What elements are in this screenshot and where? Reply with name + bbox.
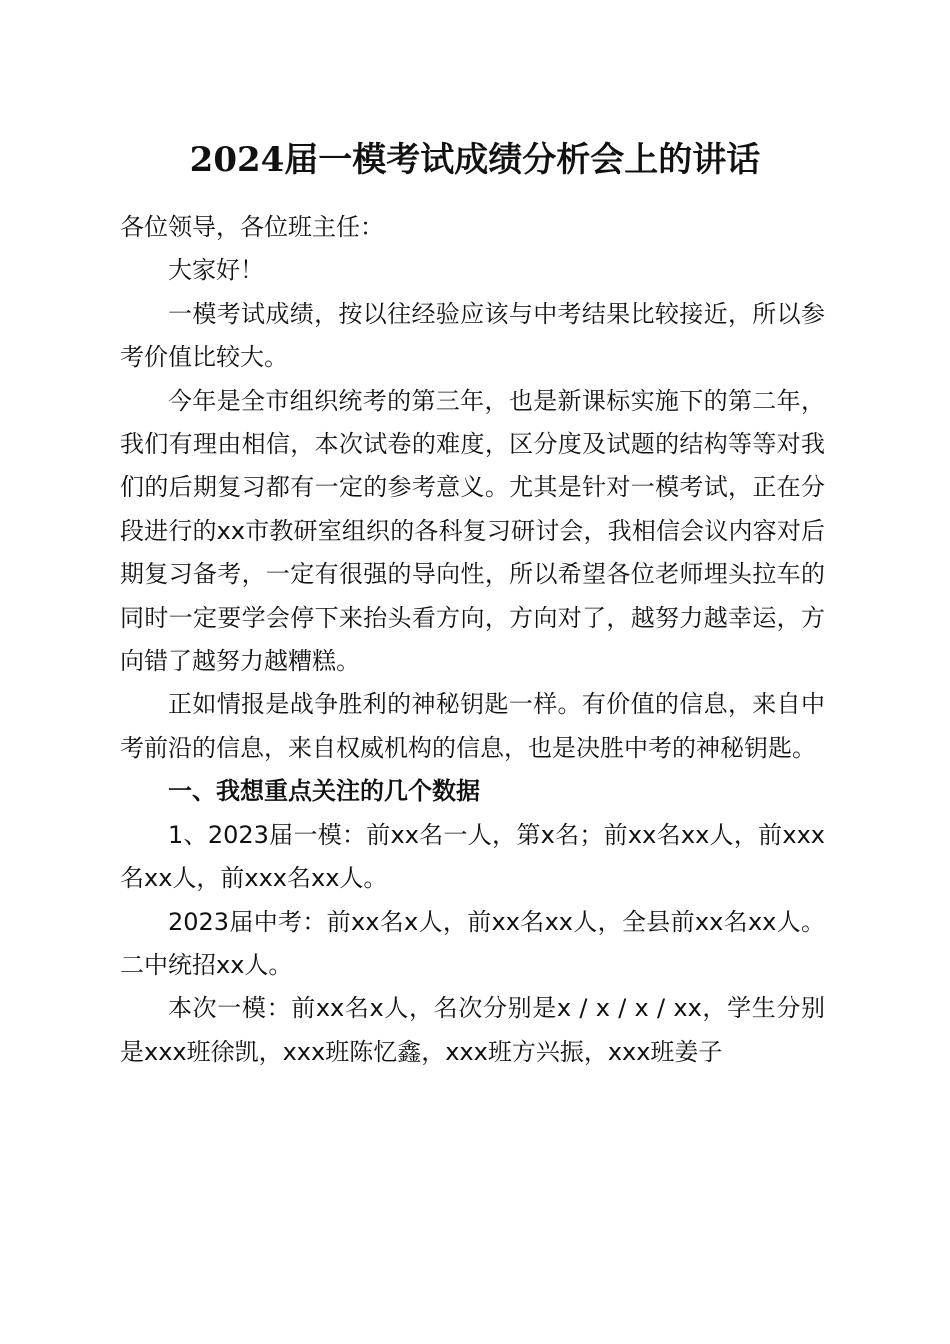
paragraph: 今年是全市组织统考的第三年，也是新课标实施下的第二年，我们有理由相信，本次试卷的难度，区分度及试题的结构等等对我们的后期复习都有一定的参考意义。尤其是针对一模考试，正在分段进行的xx市教研室组织的各科复习研讨会，我相信会议内容对后期复习备考，一定有很强的导向性，所以希望各位老师埋头拉车的同时一定要学会停下来抬头看方向，方向对了，越努力越幸运，方向错了越努力越糟糕。: [120, 386, 825, 676]
greeting: 大家好！: [168, 256, 264, 285]
paragraph: 一模考试成绩，按以往经验应该与中考结果比较接近，所以参考价值比较大。: [120, 299, 825, 372]
data-paragraph: 本次一模：前xx名x人，名次分别是x / x / x / xx，学生分别是xxx班徐凯，xxx班陈忆鑫，xxx班方兴振，xxx班姜子: [120, 994, 825, 1066]
document-title: 2024届一模考试成绩分析会上的讲话: [189, 140, 761, 180]
data-paragraph: 1、2023届一模：前xx名一人，第x名；前xx名xx人，前xxx名xx人，前xxx名xx人。: [120, 820, 825, 893]
data-paragraph: 2023届中考：前xx名x人，前xx名xx人，全县前xx名xx人。二中统招xx人。: [120, 907, 825, 979]
section-heading: 一、我想重点关注的几个数据: [168, 777, 480, 806]
paragraph: 正如情报是战争胜利的神秘钥匙一样。有价值的信息，来自中考前沿的信息，来自权威机构的信息，也是决胜中考的神秘钥匙。: [120, 690, 825, 762]
salutation: 各位领导，各位班主任：: [120, 213, 384, 241]
document-body: [120, 206, 825, 1074]
